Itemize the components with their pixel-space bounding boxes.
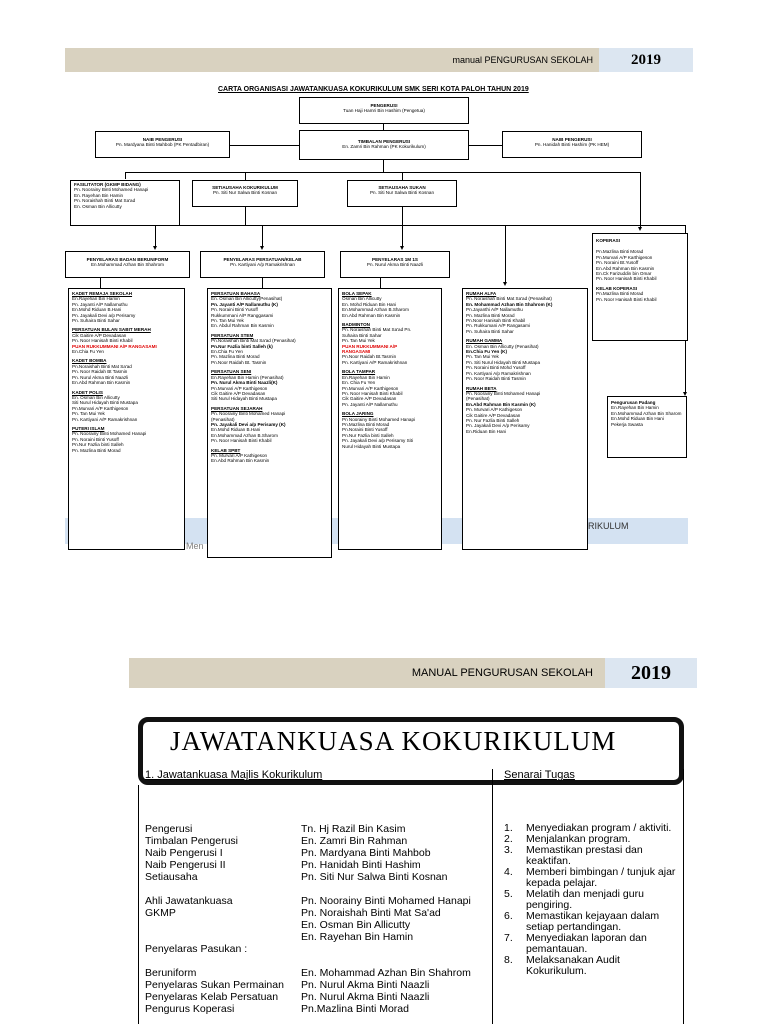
unit-heading: RUMAH ALFA [466, 291, 497, 296]
connector [100, 278, 101, 288]
tugas-heading: Senarai Tugas [504, 769, 575, 781]
penyelaras-1m1s-title: PENYELARAS 1M 1S [372, 257, 418, 262]
member: Pn.Noor Raidah Bt. Tasmin [211, 359, 267, 365]
tugas-item-cont: kepada pelajar. [526, 877, 598, 889]
member: Cik Gaitire A/P Devadasan [72, 332, 127, 338]
kelab-koperasi-line: Pn.Mazlina Binti Morad [596, 291, 644, 297]
role: GKMP [145, 907, 176, 919]
persatuan-kelab-box [207, 288, 332, 558]
name: Pn. Hanidah Binti Hashim [301, 859, 421, 871]
member: En.Mohammad Azhan Bin Sharom [611, 410, 682, 416]
penyelaras-persatuan-name: Pn. Kartiyani A/p Ramakrishnan [230, 262, 295, 268]
name: En. Osman Bin Allicutty [301, 919, 411, 931]
member: Pn. Jayakali Devi a/p Perisamy Siti [342, 438, 413, 444]
penyelaras-beruniform-title: PENYELARAS BADAN BERUNIFORM [86, 257, 169, 262]
arrow-icon [638, 227, 642, 231]
member: Cik Gaitire A/P Devadasan [211, 390, 266, 396]
tugas-item: 6. Memastikan kejayaan dalam [504, 910, 660, 922]
member: En.Rayehan Bin Hamin [72, 296, 120, 302]
fasilitator-line: Pn. Noraishah Binti Mat Sa'ad [74, 198, 136, 204]
name: Pn. Mardyana Binti Mahbob [301, 847, 431, 859]
name: Pn. Siti Nur Salwa Binti Kosnan [301, 871, 448, 883]
unit-heading: PERSATUAN STEM [211, 332, 254, 338]
unit-heading: PUTERI ISLAM [72, 425, 105, 431]
document-title: JAWATANKUASA KOKURIKULUM [170, 726, 617, 756]
member: Cik Gaitire A/P Devadasan [466, 412, 521, 418]
pengurusan-padang-box [607, 396, 687, 458]
tugas-item: 3. Memastikan prestasi dan [504, 844, 643, 856]
fasilitator-box [70, 180, 180, 226]
tugas-item: 2. Menjalankan program. [504, 833, 631, 845]
koperasi-line: Pn.Murvari A/P Karthigeson [596, 254, 653, 260]
unit-heading: BADMINTON [342, 322, 370, 328]
member: En. Osman Bin Allicutty [72, 394, 120, 400]
member: Pn. Noraini Binti Yusoff [211, 307, 258, 313]
member: Pn. Suhaira Binti Sahar [72, 318, 120, 324]
role: Naib Pengerusi I [145, 847, 223, 859]
member: Pn. Siti Nurul Hidayah Binti Mustapa [466, 359, 541, 365]
connector [505, 225, 506, 283]
unit-heading: KADET REMAJA SEKOLAH [72, 291, 133, 296]
sukan-1m1s-box [338, 288, 442, 550]
connector [380, 278, 381, 288]
setiausaha-kokurikulum-box [192, 180, 298, 207]
tugas-item-cont: pemantauan. [526, 943, 588, 955]
tugas-item-cont: Kokurikulum. [526, 965, 587, 977]
naib-left-name: Pn. Mardyana Binti Mahbob (PK Pentadbiran) [115, 142, 210, 148]
tugas-item-cont: keaktifan. [526, 855, 571, 867]
member: (Penasihat) [466, 396, 490, 402]
member: Pn. Noorainy Binti Mohamed Hanapi [466, 390, 541, 396]
member: En.Rayehan Bin Hamin [611, 405, 659, 411]
member: Pekerja Swasta [611, 421, 643, 427]
naib-right-title: NAIB PENGERUSI [552, 137, 592, 142]
member: Pn. Noor Raidah Binti Tasmin [466, 376, 526, 382]
member: En.Mohd Riduan Bin Hani [611, 416, 664, 422]
page1-manual-label: manual PENGURUSAN SEKOLAH [452, 55, 593, 65]
setiausaha-koko-name: Pn. Siti Nur Salwa Binti Kosnan [212, 190, 278, 196]
member: Pn.Nur Fazlia binti Salleh [72, 442, 124, 448]
tugas-list [504, 823, 675, 977]
member: En.Mohammad Azhan B.Sharom [211, 432, 278, 438]
member: Pn. Jayakali Devi a/p Perisamy [72, 312, 136, 318]
member: Pn. Noraini Binti Yusoff [72, 436, 119, 442]
role: Pengerusi [145, 823, 193, 835]
member: Pn.Nur Fazlia binti Salleh [342, 432, 394, 438]
chart-title: CARTA ORGANISASI JAWATANKUASA KOKURIKULUM SMK SERI KOTA PALOH TAHUN 2019 [218, 86, 529, 93]
member: Siti Nurul Hidayah Binti Mustapa [72, 400, 138, 406]
member: Pn.Murvari A/P Karthigeson [72, 405, 129, 411]
role [145, 931, 284, 943]
member: Pn. Noor Hanisah Binti Khabil [211, 438, 272, 444]
member-highlight: PUAN RUKKUMMANI A/P RANGASAMI [342, 343, 398, 355]
padang-title: Pengurusan Padang [611, 400, 656, 405]
fasilitator-line: Pn. Noorainy Binti Mohamed Hanapi [74, 187, 149, 193]
koperasi-line: En.Ck Farizuddin bin Omar [596, 271, 652, 277]
connector [402, 172, 403, 180]
member-ketua: En. Mohammad Azhan Bin Shahrom (K) [466, 301, 553, 307]
member: Osman Bin Allicutty [342, 296, 382, 302]
connector [262, 225, 263, 247]
member: Pn. Kartiyani A/p Ramakrishnan [466, 370, 531, 376]
role: Beruniform [145, 967, 197, 979]
table-border [492, 769, 493, 1024]
penyelaras-beruniform-box [65, 251, 190, 278]
member: En. Osman Bin Allicutty(Penasihat) [211, 296, 283, 302]
rumah-sukan-box [462, 288, 588, 550]
koperasi-line: En.Abd Rahman Bin Kasmin [596, 265, 655, 271]
connector [155, 225, 685, 226]
page2-year: 2019 [605, 658, 697, 688]
member: Pn. Tan Mui Yek [342, 338, 375, 344]
member-ketua: En.Chia Fu Yen (K) [466, 349, 508, 355]
page2-manual-label: MANUAL PENGURUSAN SEKOLAH [411, 667, 593, 679]
connector [262, 278, 263, 288]
member: Pn.Murvari A/P Karthigeson [211, 385, 268, 391]
tugas-item: 7. Menyediakan laporan dan [504, 932, 647, 944]
pengerusi-box [299, 97, 469, 124]
member: Pn. Noorainy Binti Mohamed Hanapi [211, 411, 286, 417]
role [145, 919, 284, 931]
koperasi-line: Pn.Mazlina Binti Morad [596, 249, 644, 255]
member: Pn. Noor Hanisah Binti Khabil [72, 338, 133, 344]
member: Pn. Jayanti A/P Nallamuthu [72, 301, 128, 307]
member-ketua: En.Abd Rahman Bin Kasmin (K) [466, 401, 536, 407]
naib-right-name: Pn. Hanidah Binti Hashim (PK HEM) [534, 142, 610, 148]
timbalan-title: TIMBALAN PENGERUSI [357, 139, 411, 144]
connector [155, 225, 156, 247]
setiausaha-sukan-name: Pn. Siti Nur Salwa Binti Kosnan [369, 190, 435, 196]
member: Pn. Tan Mui Yek [72, 411, 105, 417]
name: En. Mohammad Azhan Bin Shahrom [301, 967, 471, 979]
connector [640, 172, 641, 228]
names-column [301, 823, 471, 1015]
member: Pn.Noor Hanisah Binti Khabil [466, 318, 526, 324]
tugas-item-cont: setiap pertandingan. [526, 921, 622, 933]
role: Penyelaras Sukan Permainan [145, 979, 284, 991]
koperasi-line: Pn. Noor Hanisah Binti Khabil [596, 276, 657, 282]
member: En.Mohd Riduan B.Hani [72, 307, 122, 313]
member: En.Abd Rahman Bin Kasmin [72, 380, 131, 386]
page1-footer-left-text: Men [186, 541, 204, 551]
arrow-icon [400, 246, 404, 250]
setiausaha-sukan-box [347, 180, 457, 207]
member: Pn.Noraishah Binti Mat Sa'ad [72, 363, 132, 369]
timbalan-name: En. Zamri Bin Rahman (PK Kokurikulum) [342, 144, 426, 150]
member: En.Riduan Bin Hani [466, 428, 507, 434]
member-ketua: Pn.Nur Fazlia binti Salleh (k) [211, 343, 273, 349]
member: Pn. Murvari A/P Kathigeson [211, 452, 268, 458]
member: En.Mohd Riduan B.Hani [211, 427, 261, 433]
member: Pn Noorainy Binti Mohamed Hanapi [342, 416, 416, 422]
arrow-icon [260, 246, 264, 250]
kelab-koperasi-title: KELAB KOPERASI [596, 285, 638, 291]
page1-footer-text: RIKULUM [588, 521, 629, 531]
unit-heading: PERSATUAN BAHASA [211, 291, 261, 296]
tugas-item: 4. Memberi bimbingan / tunjuk ajar [504, 866, 676, 878]
member: En. Abdul Rahman Bin Kasmin [211, 323, 274, 329]
penyelaras-persatuan-box [200, 251, 325, 278]
member-ketua: Pn. Nurul Akma Binti Naazli(K) [211, 380, 278, 386]
member: En.Abd Rahman Bin Kasmin [211, 458, 270, 464]
role [145, 955, 284, 967]
arrow-icon [153, 246, 157, 250]
name [301, 955, 471, 967]
table-border [683, 769, 684, 1024]
connector [228, 145, 300, 146]
connector [125, 172, 126, 179]
member: En.Chia Fu Yen [72, 349, 104, 355]
connector [402, 207, 403, 247]
member: Pn.Noor Raidah Bt.Tasmin [342, 354, 397, 360]
member: Pn. Jayanti A/P Nallamuthu [342, 401, 398, 407]
fasilitator-line: En. Rayehan Bin Hamin [74, 192, 124, 198]
member: Pn.Noraini Binti Yusoff [342, 427, 388, 433]
setiausaha-sukan-title: SETIAUSAHA SUKAN [378, 185, 426, 190]
name: Pn. Nurul Akma Binti Naazli [301, 979, 430, 991]
member: Cik Gaitire A/P Devadasan [342, 396, 397, 402]
kelab-koperasi-line: Pn. Noor Hanisah Binti Khabil [596, 296, 657, 302]
member: Pn. Nurul Akma Binti Naazli [72, 374, 129, 380]
member: Pn. Suhaira Binti Sahar [466, 328, 514, 334]
unit-heading: RUMAH GAMMA [466, 338, 503, 344]
arrow-icon [503, 282, 507, 286]
member: Pn.Jayanthi A/P Nallamuthu [466, 307, 523, 313]
member: Pn. Noor Hanisah Binti Khabil [342, 390, 403, 396]
member: En. Chia Fu Yen [342, 380, 376, 386]
unit-heading: BOLA SEPAK [342, 291, 372, 296]
unit-heading: PERSATUAN BULAN SABIT MERAH [72, 327, 151, 333]
unit-heading: PERSATUAN SEJARAH [211, 405, 263, 411]
member: En.Mohammad Azhan B.Sharom [342, 307, 409, 313]
member: (Penasihat) [211, 416, 235, 422]
page1-year: 2019 [599, 48, 693, 72]
member: Pn. Noraini Binti Mohd Yusoff [466, 365, 526, 371]
koperasi-box [592, 233, 688, 341]
connector [125, 172, 640, 173]
uniform-units-box [68, 288, 185, 550]
member: Pn. Nur Fazlia Binti Salleh [466, 417, 520, 423]
name: Pn. Noraishah Binti Mat Sa'ad [301, 907, 441, 919]
member: En. Mohd Riduan Bin Hani [342, 301, 397, 307]
connector [468, 145, 502, 146]
fasilitator-title: FASILITATOR (GKMP BIDANG) [74, 182, 141, 187]
member: Pn. Mazlina Binti Morad [211, 354, 260, 360]
role: Naib Pengerusi II [145, 859, 226, 871]
fasilitator-line: En. Osman Bin Allicutty [74, 203, 122, 209]
member: Pn. Jayakali Devi A/p Perisamy [466, 423, 530, 429]
member: Pn. Kartiyani A/P Ramakrishnan [72, 416, 138, 422]
tugas-item-cont: pengiring. [526, 899, 573, 911]
role: Pengurus Koperasi [145, 1003, 235, 1015]
member-highlight: PUAN RUKKUMMANI A/P RANGASAMI [72, 343, 157, 349]
member: En.Abd Rahman Bin Kasmin [342, 312, 401, 318]
name: Pn. Noorainy Binti Mohamed Hanapi [301, 895, 471, 907]
tugas-item: 5. Melatih dan menjadi guru [504, 888, 644, 900]
member: Pn. Kartiyani A/P Ramakrishnan [342, 359, 408, 365]
name: Tn. Hj Razil Bin Kasim [301, 823, 406, 835]
member: Pn. Noraishah Binti Mat Sa'ad Pn. [342, 327, 412, 333]
connector [383, 160, 384, 172]
koperasi-title: KOPERASI [596, 238, 620, 243]
member: Pn. Noor Raidah Bt Tasmin [72, 369, 128, 375]
tugas-item: 8. Melaksanakan Audit [504, 954, 620, 966]
role: Timbalan Pengerusi [145, 835, 238, 847]
role: Penyelaras Kelab Persatuan [145, 991, 279, 1003]
tugas-item: 1. Menyediakan program / aktiviti. [504, 822, 672, 834]
member: Pn.Mazlina Binti Morad [342, 421, 390, 427]
member: En.Rayehan Bin Hamin (Penasihat) [211, 374, 284, 380]
name: En. Zamri Bin Rahman [301, 835, 408, 847]
member: Nurul Hidayah Binti Mustapa [342, 443, 401, 449]
role: Setiausaha [145, 871, 198, 883]
member: Pn. Rukkumani A/P Rangasami [466, 323, 531, 329]
naib-left-title: NAIB PENGERUSI [142, 137, 183, 142]
member: Pn. Mazlina Binti Morad [72, 447, 121, 453]
role: Ahli Jawatankuasa [145, 895, 233, 907]
unit-heading: KADET BOMBA [72, 358, 107, 364]
penyelaras-1m1s-box [340, 251, 450, 278]
member: Pn. Mazlina Binti Morad [466, 312, 515, 318]
member-ketua: Pn. Jayakali Devi a/p Perisamy (K) [211, 421, 286, 427]
name: Pn. Nurul Akma Binti Naazli [301, 991, 430, 1003]
member: Pn. Tan Mui Yek [466, 354, 499, 360]
pengerusi-title: PENGERUSI [370, 103, 398, 108]
name [301, 883, 471, 895]
member: Pn. Noorainy Binti Mohamed Hanapi [72, 431, 147, 437]
table-border [138, 785, 139, 1024]
timbalan-box [299, 130, 469, 160]
name [301, 943, 471, 955]
penyelaras-beruniform-name: En.Mohammad Azhan Bin Shahrom [90, 262, 165, 268]
unit-heading: BOLA TAMPAR [342, 369, 376, 375]
pengerusi-name: Tuan Haji Hamri Bin Hashim (Pengetua) [343, 108, 425, 114]
unit-heading: PERSATUAN SENI [211, 369, 252, 375]
member: Pn. Noraishah Binti Mat Sa'ad (Penasihat) [466, 296, 552, 302]
role: Penyelaras Pasukan : [145, 943, 248, 955]
member: En.Chia Fu Yen [211, 349, 243, 355]
penyelaras-1m1s-name: Pn. Nurul Akma Binti Naazli [366, 262, 424, 268]
member: Pn.Noraishah Binti Mat Sa'ad (Penasihat) [211, 338, 296, 344]
unit-heading: RUMAH BETA [466, 385, 497, 391]
page2-header-bar [129, 658, 697, 688]
page1-header-bar [65, 48, 693, 72]
unit-heading: BOLA JARING [342, 411, 374, 417]
connector [245, 172, 246, 180]
name: En. Rayehan Bin Hamin [301, 931, 414, 943]
roles-column [145, 823, 284, 1015]
member: Suhaira Binti Sahar [342, 332, 382, 338]
member: En. Osman Bin Allicutty (Penasihat) [466, 343, 539, 349]
setiausaha-koko-title: SETIAUSAHA KOKURIKULUM [212, 185, 278, 190]
role [145, 883, 284, 895]
member: Pn. Murvari A/P Kathigeson [466, 407, 523, 413]
koperasi-line: Pn. Noraini Bt.Yusoff [596, 260, 639, 266]
member-ketua: Pn. Jayanti A/P Nallamuthu (K) [211, 301, 278, 307]
unit-heading: KADET POLIS [72, 389, 103, 395]
section-heading: 1. Jawatankuasa Majlis Kokurikulum [145, 769, 323, 781]
unit-heading: KELAB SPBT [211, 447, 241, 453]
penyelaras-persatuan-title: PENYELARAS PERSATUAN/KELAB [223, 257, 302, 262]
member: En.Rayehan Bin Hamin [342, 374, 390, 380]
name: Pn.Mazlina Binti Morad [301, 1003, 409, 1015]
member: Pn. Tan Mui Yek [211, 318, 244, 324]
member: Rukkummani A/P Ranggasami [211, 312, 274, 318]
member: Siti Nurul Hidayah Binti Mustapa [211, 396, 277, 402]
member: Pn.Murvari A/P Karthigeson [342, 385, 399, 391]
naib-pengerusi-right-box [502, 131, 642, 158]
connector [245, 207, 246, 225]
naib-pengerusi-left-box [95, 131, 230, 158]
